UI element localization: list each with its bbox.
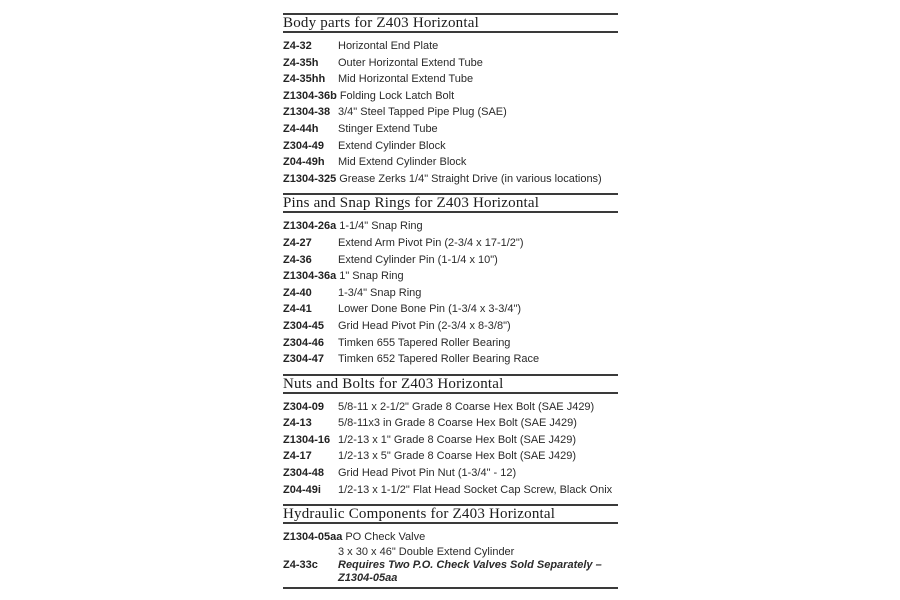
part-number: Z4-33c <box>283 559 318 572</box>
part-description: Folding Lock Latch Bolt <box>339 89 455 102</box>
part-number: Z1304-26a <box>283 220 337 233</box>
part-row <box>283 415 618 432</box>
part-description: PO Check Valve <box>345 531 426 544</box>
part-number: Z1304-36a <box>283 270 337 283</box>
part-number: Z1304-36b <box>283 89 337 102</box>
part-number: Z04-49i <box>283 483 321 496</box>
part-number: Z4-35hh <box>283 73 326 86</box>
part-number: Z1304-16 <box>283 433 331 446</box>
section-items-hydraulic-components <box>283 524 618 587</box>
part-row <box>283 301 618 318</box>
part-row <box>283 55 618 72</box>
part-row <box>283 171 618 188</box>
section-items-nuts-bolts <box>283 394 618 505</box>
part-row <box>283 121 618 138</box>
part-number: Z304-47 <box>283 353 324 366</box>
part-description: 1/2-13 x 1-1/2" Flat Head Socket Cap Screw, Black Onix <box>338 483 613 496</box>
part-description: 1" Snap Ring <box>339 270 404 283</box>
part-description: Grease Zerks 1/4" Straight Drive (in various locations) <box>339 172 602 185</box>
part-description: Grid Head Pivot Pin (2-3/4 x 8-3/8") <box>338 319 511 332</box>
part-row <box>283 448 618 465</box>
part-row <box>283 252 618 269</box>
part-row <box>283 88 618 105</box>
part-row <box>283 482 618 499</box>
part-note-line: Requires Two P.O. Check Valves Sold Separately – <box>338 558 602 571</box>
part-row <box>283 465 618 482</box>
part-number: Z304-45 <box>283 319 324 332</box>
part-number: Z04-49h <box>283 156 325 169</box>
part-number: Z4-40 <box>283 286 312 299</box>
part-number: Z4-32 <box>283 40 312 52</box>
part-row <box>283 268 618 285</box>
part-number: Z4-27 <box>283 236 312 249</box>
part-description: Outer Horizontal Extend Tube <box>338 56 483 69</box>
part-description: Horizontal End Plate <box>338 40 439 52</box>
part-number: Z1304-38 <box>283 106 331 119</box>
part-row <box>283 529 618 546</box>
section-title: Hydraulic Components for Z403 Horizontal <box>283 506 556 523</box>
part-row <box>283 432 618 449</box>
part-description: Extend Cylinder Pin (1-1/4 x 10") <box>338 253 498 266</box>
part-description <box>338 546 602 585</box>
part-description: Extend Cylinder Block <box>338 139 446 152</box>
part-row <box>283 38 618 55</box>
part-description: 5/8-11x3 in Grade 8 Coarse Hex Bolt (SAE J429) <box>338 417 577 430</box>
section-items-pins-snap-rings <box>283 213 618 373</box>
part-number: Z4-36 <box>283 253 312 266</box>
part-number: Z4-44h <box>283 122 319 135</box>
section-title: Nuts and Bolts for Z403 Horizontal <box>283 375 504 392</box>
part-number: Z304-46 <box>283 336 324 349</box>
part-description: Extend Arm Pivot Pin (2-3/4 x 17-1/2") <box>338 236 524 249</box>
part-description: 1-1/4" Snap Ring <box>339 220 423 233</box>
part-number: Z4-35h <box>283 56 319 69</box>
part-number: Z1304-325 <box>283 172 337 185</box>
part-row <box>283 399 618 416</box>
part-row <box>283 104 618 121</box>
part-description: Mid Horizontal Extend Tube <box>338 73 474 86</box>
section-header-body-parts <box>283 13 618 33</box>
section-title: Pins and Snap Rings for Z403 Horizontal <box>283 195 540 212</box>
part-note-line: Z1304-05aa <box>338 571 398 584</box>
part-row <box>283 235 618 252</box>
part-description: 3/4" Steel Tapped Pipe Plug (SAE) <box>338 106 507 119</box>
part-number: Z4-17 <box>283 450 312 463</box>
part-row <box>283 285 618 302</box>
part-description: 5/8-11 x 2-1/2" Grade 8 Coarse Hex Bolt (SAE J429) <box>338 400 595 413</box>
part-description: Timken 655 Tapered Roller Bearing <box>338 336 511 349</box>
part-row <box>283 138 618 155</box>
part-row <box>283 546 618 585</box>
part-row <box>283 318 618 335</box>
section-title: Body parts for Z403 Horizontal <box>283 15 479 31</box>
part-number: Z4-41 <box>283 303 312 316</box>
part-number: Z1304-05aa <box>283 531 343 544</box>
section-header-nuts-bolts <box>283 374 618 394</box>
bottom-rule <box>283 587 618 589</box>
part-description: Stinger Extend Tube <box>338 122 438 135</box>
part-number: Z4-13 <box>283 417 312 430</box>
section-items-body-parts <box>283 33 618 193</box>
part-description: Lower Done Bone Pin (1-3/4 x 3-3/4") <box>338 303 522 316</box>
section-header-pins-snap-rings <box>283 193 618 213</box>
parts-list-document <box>283 13 618 589</box>
part-description: Grid Head Pivot Pin Nut (1-3/4" - 12) <box>338 467 517 480</box>
part-description: 1/2-13 x 5" Grade 8 Coarse Hex Bolt (SAE J429) <box>338 450 577 463</box>
part-number: Z304-48 <box>283 467 324 480</box>
part-description: 1-3/4" Snap Ring <box>338 286 422 299</box>
part-row <box>283 335 618 352</box>
part-description-line: 3 x 30 x 46" Double Extend Cylinder <box>338 545 515 558</box>
part-description: 1/2-13 x 1" Grade 8 Coarse Hex Bolt (SAE J429) <box>338 433 577 446</box>
part-description: Timken 652 Tapered Roller Bearing Race <box>338 353 540 366</box>
section-header-hydraulic-components <box>283 504 618 524</box>
part-row <box>283 351 618 368</box>
part-row <box>283 218 618 235</box>
part-number: Z304-09 <box>283 400 324 413</box>
part-row <box>283 154 618 171</box>
part-number: Z304-49 <box>283 139 324 152</box>
part-row <box>283 71 618 88</box>
part-description: Mid Extend Cylinder Block <box>338 156 467 169</box>
